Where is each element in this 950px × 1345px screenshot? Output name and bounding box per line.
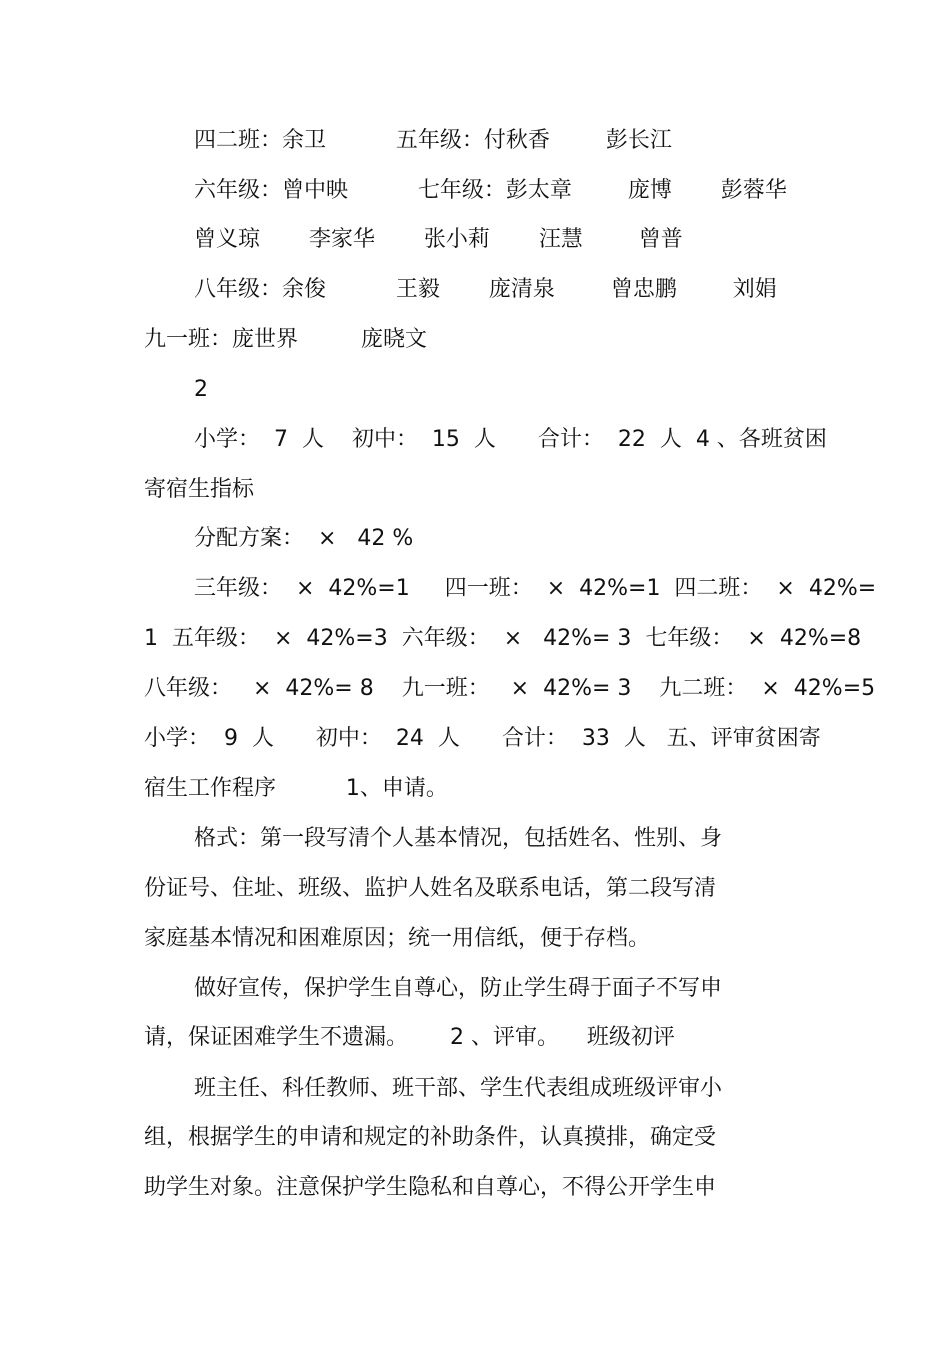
text-line: 请，保证困难学生不遗漏。 2 、评审。 班级初评 xyxy=(144,1025,675,1050)
text-line: 组，根据学生的申请和规定的补助条件，认真摸排，确定受 xyxy=(144,1125,717,1150)
text-line: 1 五年级： × 42%=3 六年级： × 42%= 3 七年级： × 42%=8 xyxy=(144,626,862,651)
text-line: 助学生对象。注意保护学生隐私和自尊心，不得公开学生申 xyxy=(144,1175,717,1200)
text-line: 三年级： × 42%=1 四一班： × 42%=1 四二班： × 42%= xyxy=(194,576,877,601)
text-line: 宿生工作程序 1、申请。 xyxy=(144,776,448,801)
text-line: 寄宿生指标 xyxy=(144,477,255,502)
page-number: 2 xyxy=(194,377,208,402)
text-line: 八年级： × 42%= 8 九一班： × 42%= 3 九二班： × 42%=5 xyxy=(144,676,876,701)
text-line: 六年级：曾中映 七年级：彭太章 庞博 彭蓉华 xyxy=(194,178,787,203)
text-line: 班主任、科任教师、班干部、学生代表组成班级评审小 xyxy=(194,1076,723,1101)
text-line: 格式：第一段写清个人基本情况，包括姓名、性别、身 xyxy=(194,826,723,851)
text-line: 分配方案： × 42 % xyxy=(194,526,414,551)
text-line: 做好宣传，保护学生自尊心，防止学生碍于面子不写申 xyxy=(194,976,723,1001)
text-line: 家庭基本情况和困难原因；统一用信纸，便于存档。 xyxy=(144,926,651,951)
text-line: 小学： 7 人 初中： 15 人 合计： 22 人 4 、各班贫困 xyxy=(194,427,827,452)
text-line: 曾义琼 李家华 张小莉 汪慧 曾普 xyxy=(194,227,683,252)
text-line: 小学： 9 人 初中： 24 人 合计： 33 人 五、评审贫困寄 xyxy=(144,726,821,751)
text-line: 四二班：余卫 五年级：付秋香 彭长江 xyxy=(194,128,672,153)
text-line: 八年级：余俊 王毅 庞清泉 曾忠鹏 刘娟 xyxy=(194,277,777,302)
text-line: 九一班：庞世界 庞晓文 xyxy=(144,327,427,352)
text-line: 份证号、住址、班级、监护人姓名及联系电话，第二段写清 xyxy=(144,876,717,901)
